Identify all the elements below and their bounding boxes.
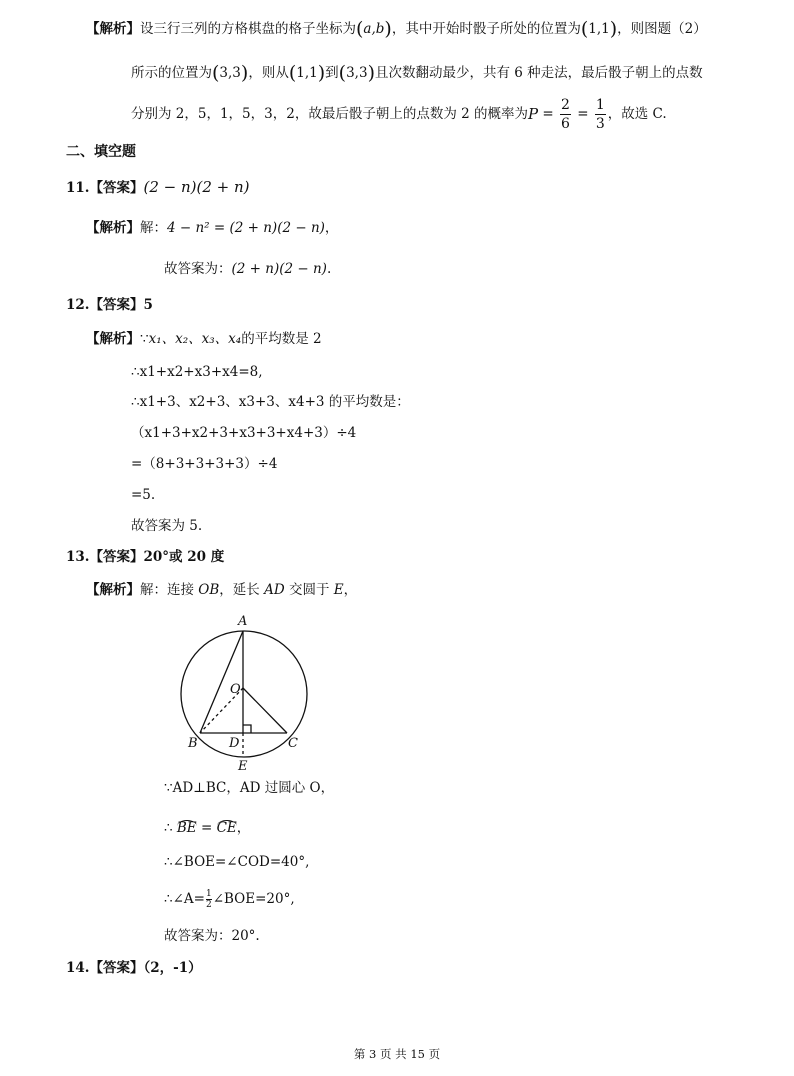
section-title-fill-in: 二、填空题 [66,144,136,160]
q11-answer: 11.【答案】(2 − n)(2 + n) [66,178,250,196]
q12-analysis-line3: ∴x1+3、x2+3、x3+3、x4+3 的平均数是： [131,394,410,410]
q13-step1: ∵AD⊥BC，AD 过圆心 O， [164,780,335,796]
label-C: C [288,736,298,751]
right-angle-mark [243,725,251,733]
fraction-2-6: $\frac{2}{6}$ [561,97,570,132]
page-footer: 第 3 页 共 15 页 [353,1047,441,1061]
q13-step2: ∴ BE = CE， [164,820,251,836]
q13-answer: 13.【答案】20°或 20 度 [66,549,225,565]
q10-analysis-label: 【解析】 [86,21,140,37]
q12-analysis-line7: 故答案为 5. [131,518,203,534]
arc-CE: CE [216,820,237,836]
q13-analysis-intro: 【解析】解：连接 OB，延长 AD 交圆于 E， [86,582,358,598]
label-D: D [229,736,240,751]
q12-analysis-line4: （x1+3+x2+3+x3+3+x4+3）÷4 [131,425,357,441]
label-O: O [230,682,241,697]
q10-analysis-line1: 【解析】设三行三列的方格棋盘的格子坐标为(a,b)，其中开始时骰子所处的位置为(1,1)，则图题（2） [86,18,707,40]
q12-answer: 12.【答案】5 [66,297,153,313]
q12-analysis-line6: =5. [131,487,156,503]
segment-OC [243,688,287,733]
q13-step5: 故答案为：20°. [164,928,260,944]
q12-analysis-line5: =（8+3+3+3+3）÷4 [131,456,278,472]
fraction-1-3: $\frac{1}{3}$ [595,97,605,132]
q11-analysis: 【解析】解：4 − n² = (2 + n)(2 − n)， [86,220,339,236]
q13-step3: ∴∠BOE=∠COD=40°, [164,854,310,870]
q10-analysis-line3: 分别为 2，5，1，5，3，2，故最后骰子朝上的点数为 2 的概率为P = $\frac{2}{6}$ = $\frac{1}{3}$ ，故选 C. [131,97,667,132]
q10-analysis-line2: 所示的位置为(3,3)，则从(1,1)到(3,3)且次数翻动最少，共有 6 种走法，最后骰子朝上的点数 [131,62,703,84]
label-A: A [238,614,248,629]
q13-step4: ∴∠A= $\frac{1}{2}$ ∠BOE=20°, [164,889,295,910]
coord-11: 1,1 [588,21,610,37]
coord-ab: a,b [363,21,385,37]
fraction-1-2: $\frac{1}{2}$ [205,889,212,910]
arc-BE: BE [176,820,197,836]
q14-answer: 14.【答案】（2，-1） [66,960,202,976]
label-B: B [188,736,198,751]
q12-analysis-line2: ∴x1+x2+x3+x4=8, [131,364,263,380]
label-E: E [238,759,248,774]
q12-analysis-line1: 【解析】∵x₁、x₂、x₃、x₄的平均数是 2 [86,331,322,347]
q11-conclusion: 故答案为：(2 + n)(2 − n). [164,261,332,277]
circle-geometry-diagram [170,608,370,778]
